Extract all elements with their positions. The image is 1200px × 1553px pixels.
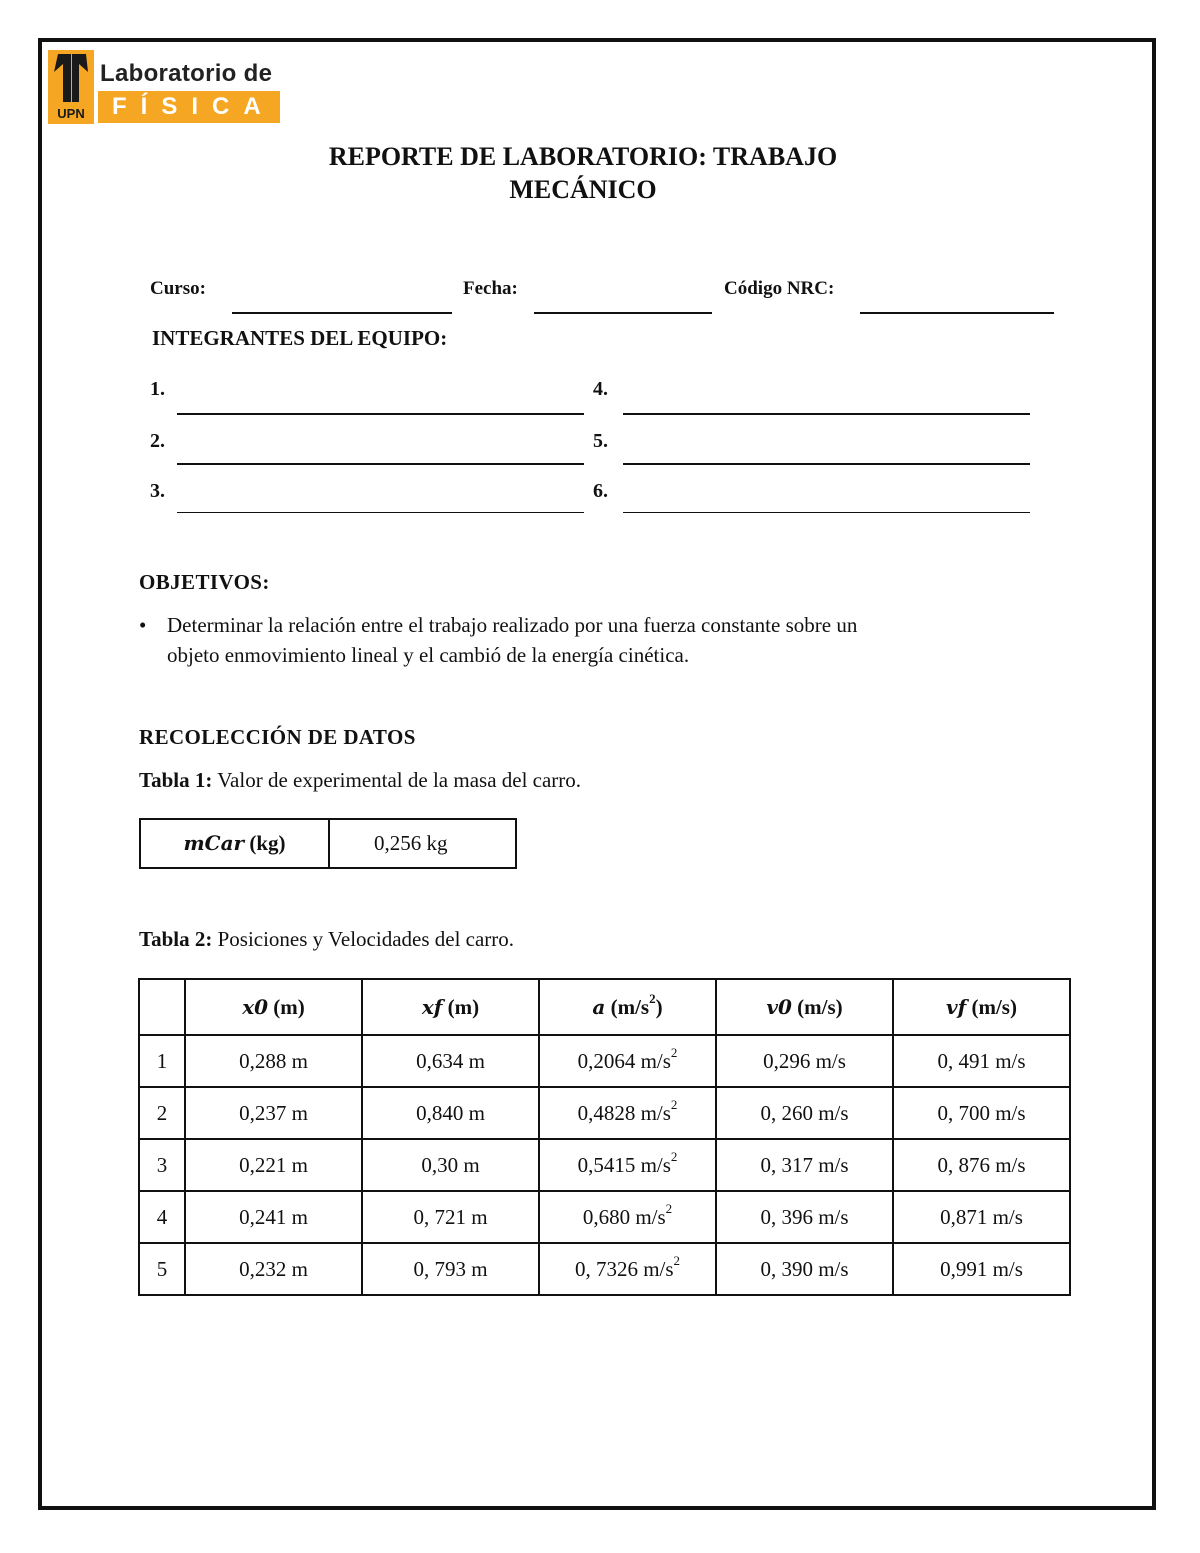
cell-a-value: 0, 7326 m/s — [574, 1256, 674, 1281]
xf-symbol: xf — [421, 994, 443, 1019]
member-field-2[interactable] — [177, 463, 584, 465]
header-index-cell — [139, 979, 185, 1035]
cell-a-value: 0,4828 m/s — [577, 1100, 671, 1125]
bullet-icon: • — [139, 613, 147, 637]
cell-x0: 0,237 m — [185, 1087, 362, 1139]
member-field-5[interactable] — [623, 463, 1030, 465]
v0-symbol: v0 — [766, 994, 792, 1019]
cell-a — [539, 1243, 716, 1295]
objectives-heading: OBJETIVOS: — [139, 570, 270, 594]
logo-fisica-banner: FÍSICA — [98, 91, 280, 123]
table1-caption-text: Valor de experimental de la masa del carro. — [212, 768, 582, 792]
table-row — [139, 1087, 1070, 1139]
a-symbol: a — [592, 994, 606, 1019]
table-row — [139, 1191, 1070, 1243]
member-number-2: 2. — [150, 430, 165, 452]
report-title — [200, 140, 966, 206]
cell-xf: 0,840 m — [362, 1087, 539, 1139]
a-unit-close: ) — [655, 994, 663, 1019]
row-index: 5 — [139, 1243, 185, 1295]
cell-a-exponent: 2 — [673, 1252, 681, 1268]
cell-x0: 0,232 m — [185, 1243, 362, 1295]
cell-v0: 0,296 m/s — [716, 1035, 893, 1087]
member-number-6: 6. — [593, 480, 608, 502]
title-line-1: REPORTE DE LABORATORIO: TRABAJO — [328, 142, 838, 171]
codigo-nrc-label: Código NRC: — [724, 278, 835, 299]
a-unit-exponent: 2 — [649, 990, 656, 1006]
table-2-positions-velocities — [138, 978, 1071, 1296]
table-row — [139, 1139, 1070, 1191]
member-number-3: 3. — [150, 480, 165, 502]
cell-x0: 0,221 m — [185, 1139, 362, 1191]
table1-caption — [139, 765, 581, 795]
header-v0 — [716, 979, 893, 1035]
mcar-symbol: mCar — [183, 831, 245, 855]
member-field-4[interactable] — [623, 413, 1030, 415]
x0-unit: (m) — [268, 994, 305, 1019]
team-heading: INTEGRANTES DEL EQUIPO: — [152, 326, 448, 350]
member-number-5: 5. — [593, 430, 608, 452]
table2-caption — [139, 924, 514, 954]
cell-vf: 0, 700 m/s — [893, 1087, 1070, 1139]
title-line-2: MECÁNICO — [509, 175, 657, 204]
cell-vf: 0, 491 m/s — [893, 1035, 1070, 1087]
cell-a-value: 0,5415 m/s — [577, 1152, 671, 1177]
header-vf — [893, 979, 1070, 1035]
cell-x0: 0,241 m — [185, 1191, 362, 1243]
objective-line-1: Determinar la relación entre el trabajo realizado por una fuerza constante sobre un — [167, 613, 858, 637]
row-index: 1 — [139, 1035, 185, 1087]
cell-a-value: 0,2064 m/s — [577, 1048, 671, 1073]
row-index: 2 — [139, 1087, 185, 1139]
curso-label: Curso: — [150, 278, 206, 299]
cell-vf: 0,991 m/s — [893, 1243, 1070, 1295]
cell-a-exponent: 2 — [670, 1148, 678, 1164]
table2-caption-text: Posiciones y Velocidades del carro. — [212, 927, 515, 951]
table1-caption-label: Tabla 1: — [139, 768, 213, 792]
cell-v0: 0, 396 m/s — [716, 1191, 893, 1243]
table1-label-cell — [140, 819, 329, 868]
member-field-6[interactable] — [623, 512, 1030, 513]
cell-a — [539, 1191, 716, 1243]
cell-a-exponent: 2 — [670, 1044, 678, 1060]
table2-caption-label: Tabla 2: — [139, 927, 213, 951]
cell-v0: 0, 390 m/s — [716, 1243, 893, 1295]
cell-vf: 0,871 m/s — [893, 1191, 1070, 1243]
data-collection-heading: RECOLECCIÓN DE DATOS — [139, 725, 416, 749]
cell-xf: 0,30 m — [362, 1139, 539, 1191]
cell-xf: 0, 793 m — [362, 1243, 539, 1295]
table1-value-cell: 0,256 kg — [329, 819, 516, 868]
cell-a-exponent: 2 — [665, 1200, 673, 1216]
fecha-label: Fecha: — [463, 278, 518, 299]
cell-xf: 0, 721 m — [362, 1191, 539, 1243]
header-a — [539, 979, 716, 1035]
table-row — [139, 1243, 1070, 1295]
cell-x0: 0,288 m — [185, 1035, 362, 1087]
cell-xf: 0,634 m — [362, 1035, 539, 1087]
xf-unit: (m) — [442, 994, 480, 1019]
logo-upn-text: UPN — [57, 106, 85, 121]
cell-a — [539, 1087, 716, 1139]
objective-line-2: objeto enmovimiento lineal y el cambió de la energía cinética. — [167, 643, 690, 667]
table-row — [139, 1035, 1070, 1087]
row-index: 4 — [139, 1191, 185, 1243]
table-1-mass — [139, 818, 517, 869]
cell-vf: 0, 876 m/s — [893, 1139, 1070, 1191]
cell-a — [539, 1139, 716, 1191]
a-unit: (m/s — [605, 994, 650, 1019]
member-number-4: 4. — [593, 378, 608, 400]
arrow-logo-icon — [48, 50, 94, 106]
cell-v0: 0, 317 m/s — [716, 1139, 893, 1191]
codigo-nrc-field[interactable] — [860, 312, 1054, 314]
curso-field[interactable] — [232, 312, 452, 314]
member-field-3[interactable] — [177, 512, 584, 513]
cell-a — [539, 1035, 716, 1087]
logo-laboratorio-text: Laboratorio de — [100, 60, 273, 87]
v0-unit: (m/s) — [791, 994, 843, 1019]
objective-item — [167, 610, 987, 670]
mcar-unit: (kg) — [244, 831, 286, 855]
header-xf — [362, 979, 539, 1035]
vf-unit: (m/s) — [966, 994, 1017, 1019]
header-x0 — [185, 979, 362, 1035]
member-number-1: 1. — [150, 378, 165, 400]
cell-a-value: 0,680 m/s — [582, 1204, 666, 1229]
table1-row — [140, 819, 516, 868]
cell-v0: 0, 260 m/s — [716, 1087, 893, 1139]
cell-a-exponent: 2 — [670, 1096, 678, 1112]
vf-symbol: vf — [946, 994, 967, 1019]
table2-header-row — [139, 979, 1070, 1035]
member-field-1[interactable] — [177, 413, 584, 415]
fecha-field[interactable] — [534, 312, 712, 314]
x0-symbol: x0 — [242, 994, 269, 1019]
row-index: 3 — [139, 1139, 185, 1191]
